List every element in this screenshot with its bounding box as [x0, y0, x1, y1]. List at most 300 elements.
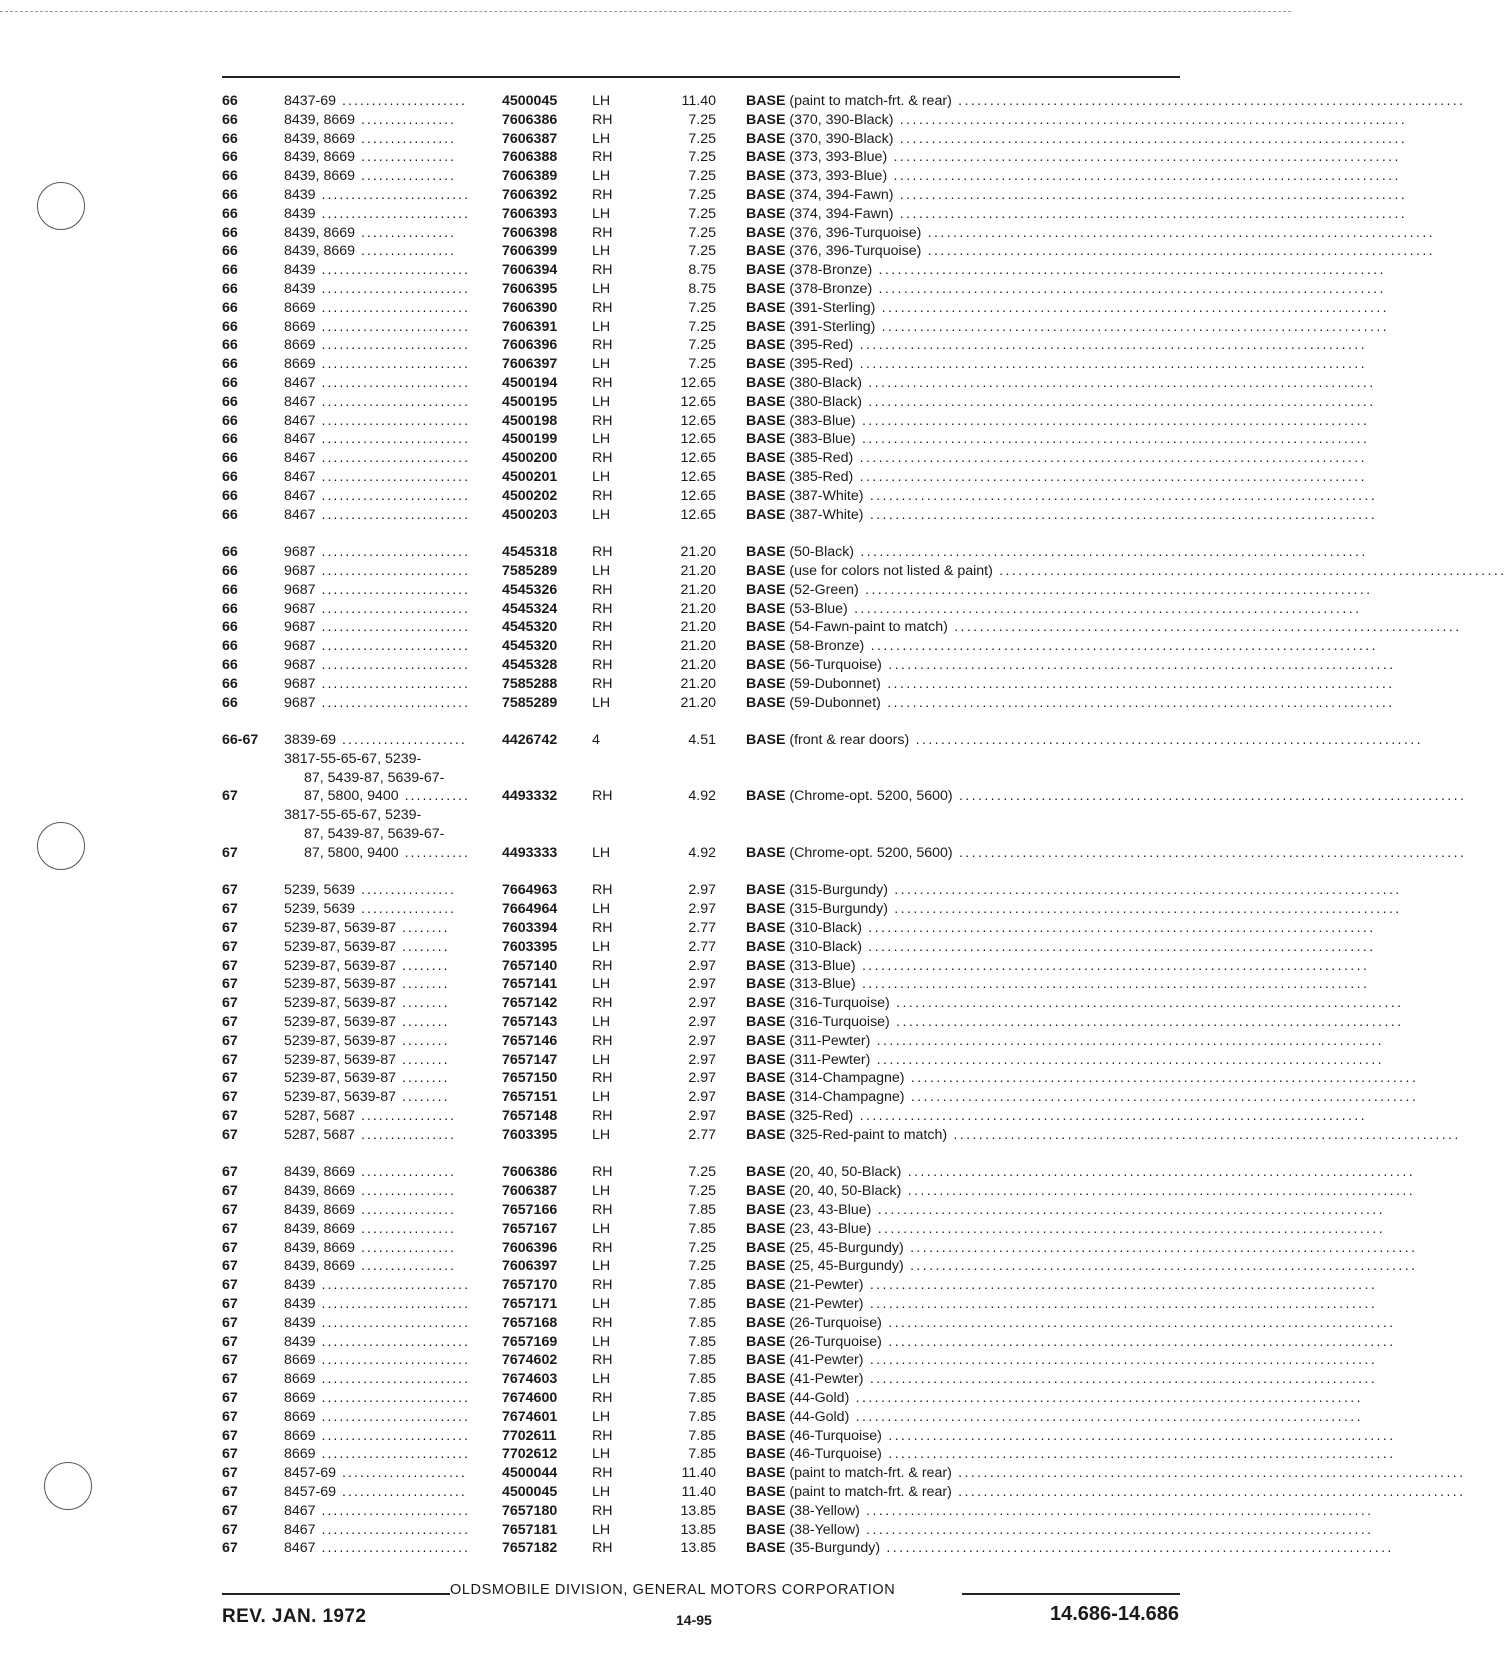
- model-year-cell: 66: [222, 600, 238, 617]
- description-text: [746, 637, 1378, 656]
- leader-dots: ................................................................................: [904, 1070, 1419, 1087]
- part-description: (52-Green): [789, 581, 859, 598]
- leader-dots: .........................: [315, 1389, 471, 1406]
- side-cell: RH: [592, 224, 613, 241]
- table-row: [222, 355, 1180, 374]
- leader-dots: .........................: [315, 1314, 471, 1331]
- description-text: [746, 1239, 1418, 1258]
- application-text: [284, 1051, 502, 1070]
- side-cell: RH: [592, 1352, 613, 1369]
- description-cell: [722, 957, 1370, 976]
- part-number-cell: 7585289: [502, 562, 558, 579]
- application-cell: [284, 731, 502, 750]
- application-text: [284, 224, 502, 243]
- part-number-cell: 7657146: [502, 1032, 558, 1049]
- application-value: 5239-87, 5639-87: [284, 1032, 397, 1049]
- footer-page-number: 14-95: [676, 1612, 712, 1628]
- application-cell: [284, 581, 502, 600]
- part-number-cell: 7606394: [502, 262, 558, 279]
- part-name: BASE: [746, 337, 786, 354]
- application-cell: [284, 487, 502, 506]
- description-text: [746, 299, 1390, 318]
- application-text: [284, 1464, 502, 1483]
- application-value: 5239, 5639: [284, 882, 356, 899]
- leader-dots: ........: [396, 1032, 450, 1049]
- table-row: [222, 205, 1180, 224]
- leader-dots: ................................................................................: [889, 995, 1404, 1012]
- table-row: [222, 1539, 1180, 1558]
- model-year-cell: 66: [222, 262, 238, 279]
- part-name: BASE: [746, 1014, 786, 1031]
- part-number-cell: 4500201: [502, 468, 558, 485]
- table-row: [222, 280, 1180, 299]
- table-row: [222, 1126, 1180, 1145]
- table-row: [222, 675, 1180, 694]
- application-text: [284, 393, 502, 412]
- part-number-cell: 7674601: [502, 1408, 558, 1425]
- part-name: BASE: [746, 1070, 786, 1087]
- description-text: [746, 487, 1378, 506]
- application-text: [284, 806, 502, 825]
- part-description: (310-Black): [789, 920, 862, 937]
- part-description: (25, 45-Burgundy): [789, 1258, 904, 1275]
- part-name: BASE: [746, 93, 786, 109]
- application-text: [284, 1257, 502, 1276]
- application-text: [284, 1032, 502, 1051]
- application-cell: [284, 1257, 502, 1276]
- application-text: [284, 1445, 502, 1464]
- leader-dots: .........................: [315, 1540, 471, 1557]
- side-cell: RH: [592, 1389, 613, 1406]
- part-number-cell: 4500202: [502, 487, 558, 504]
- side-cell: LH: [592, 356, 611, 373]
- application-text: [284, 1276, 502, 1295]
- side-cell: LH: [592, 168, 611, 185]
- application-text: [284, 694, 502, 713]
- part-name: BASE: [746, 788, 786, 805]
- table-row: [222, 412, 1180, 431]
- application-text: [284, 1427, 502, 1446]
- part-description: (38-Yellow): [789, 1521, 860, 1538]
- part-name: BASE: [746, 1296, 786, 1312]
- price-cell: 21.20: [680, 675, 716, 692]
- application-text: [284, 430, 502, 449]
- leader-dots: ................................................................................: [847, 600, 1362, 617]
- leader-dots: ................: [355, 1126, 457, 1143]
- table-row: [222, 975, 1180, 994]
- part-number-cell: 4500200: [502, 450, 558, 467]
- table-row: [222, 1069, 1180, 1088]
- application-value: 9687: [284, 694, 316, 711]
- description-cell: [722, 881, 1402, 900]
- leader-dots: .........................: [315, 675, 471, 692]
- leader-dots: ................................................................................: [881, 1314, 1396, 1331]
- price-cell: 7.25: [688, 186, 716, 203]
- table-row: [222, 130, 1180, 149]
- description-text: [746, 506, 1378, 525]
- side-cell: LH: [592, 1220, 611, 1237]
- description-cell: [722, 900, 1402, 919]
- table-row: [222, 299, 1180, 318]
- leader-dots: ................................................................................: [864, 638, 1378, 655]
- description-cell: [722, 750, 1467, 806]
- description-cell: [722, 130, 1408, 149]
- description-cell: [722, 167, 1401, 186]
- leader-dots: .........................: [315, 1277, 471, 1294]
- application-text: [284, 1333, 502, 1352]
- description-cell: [722, 280, 1386, 299]
- application-cell: [284, 806, 502, 862]
- part-description: (376, 396-Turquoise): [789, 243, 922, 260]
- model-year-cell: 67: [222, 788, 238, 805]
- application-value: 8467: [284, 1521, 316, 1538]
- leader-dots: ................................................................................: [947, 1126, 1461, 1143]
- part-name: BASE: [746, 186, 786, 203]
- application-value: 8439: [284, 280, 316, 297]
- application-cell: [284, 1351, 502, 1370]
- application-cell: [284, 881, 502, 900]
- application-text: [284, 769, 502, 788]
- leader-dots: ................................................................................: [947, 619, 1462, 636]
- part-number-cell: 7606397: [502, 356, 558, 373]
- application-cell: [284, 148, 502, 167]
- part-name: BASE: [746, 111, 786, 128]
- part-name: BASE: [746, 243, 786, 260]
- application-text: [284, 1220, 502, 1239]
- application-cell: [284, 618, 502, 637]
- side-cell: RH: [592, 337, 613, 354]
- part-name: BASE: [746, 506, 786, 523]
- description-text: [746, 1126, 1461, 1145]
- part-description: (387-White): [789, 506, 864, 523]
- leader-dots: .........................: [315, 694, 471, 711]
- application-text: [284, 600, 502, 619]
- part-number-cell: 7674603: [502, 1371, 558, 1388]
- leader-dots: ................................................................................: [893, 111, 1408, 128]
- description-cell: [722, 1239, 1418, 1258]
- description-cell: [722, 637, 1378, 656]
- description-text: [746, 957, 1370, 976]
- part-name: BASE: [746, 262, 786, 279]
- price-cell: 2.97: [688, 976, 716, 993]
- price-cell: 2.97: [688, 1032, 716, 1049]
- binder-hole-top: [37, 182, 85, 230]
- application-value: 8467: [284, 1540, 316, 1557]
- table-row: [222, 881, 1180, 900]
- part-description: (395-Red): [789, 356, 854, 373]
- side-cell: LH: [592, 844, 611, 861]
- side-cell: LH: [592, 1051, 611, 1068]
- application-value: 8439: [284, 1333, 316, 1350]
- part-number-cell: 7657166: [502, 1202, 558, 1219]
- application-cell: [284, 1445, 502, 1464]
- application-text: [284, 637, 502, 656]
- parts-table: [222, 92, 1507, 1558]
- leader-dots: ................: [355, 1164, 457, 1181]
- table-row: [222, 1370, 1180, 1389]
- side-cell: RH: [592, 1032, 613, 1049]
- leader-dots: ...........: [398, 844, 470, 861]
- part-description: (311-Pewter): [789, 1051, 871, 1068]
- model-year-cell: 67: [222, 1446, 238, 1463]
- leader-dots: ........: [396, 976, 450, 993]
- side-cell: RH: [592, 450, 613, 467]
- part-number-cell: 7657148: [502, 1108, 558, 1125]
- table-row: [222, 1163, 1180, 1182]
- application-value: 9687: [284, 638, 316, 655]
- application-text: [284, 1521, 502, 1540]
- price-cell: 13.85: [680, 1502, 716, 1519]
- table-row: [222, 1295, 1180, 1314]
- description-text: [746, 1088, 1419, 1107]
- description-cell: [722, 430, 1370, 449]
- side-cell: RH: [592, 1465, 613, 1482]
- part-name: BASE: [746, 1032, 786, 1049]
- description-text: [746, 336, 1367, 355]
- leader-dots: ................................................................................: [903, 1258, 1418, 1275]
- description-cell: [722, 487, 1378, 506]
- price-cell: 2.77: [688, 920, 716, 937]
- description-cell: [722, 1333, 1396, 1352]
- part-name: BASE: [746, 694, 786, 711]
- price-cell: 12.65: [680, 450, 716, 467]
- scan-top-edge-line: [0, 11, 1291, 12]
- model-year-cell: 66-67: [222, 732, 259, 749]
- table-row: [222, 938, 1180, 957]
- part-name: BASE: [746, 374, 786, 391]
- application-text: [284, 1314, 502, 1333]
- leader-dots: ................................................................................: [992, 562, 1507, 579]
- part-description: (316-Turquoise): [789, 995, 890, 1012]
- description-cell: [722, 994, 1404, 1013]
- leader-dots: ................: [355, 243, 457, 260]
- application-cell: [284, 186, 502, 205]
- description-cell: [722, 412, 1370, 431]
- application-cell: [284, 280, 502, 299]
- leader-dots: ................................................................................: [893, 130, 1408, 147]
- leader-dots: ................................................................................: [880, 694, 1395, 711]
- description-text: [746, 449, 1367, 468]
- part-description: (378-Bronze): [789, 262, 873, 279]
- description-cell: [722, 618, 1462, 637]
- description-cell: [722, 938, 1376, 957]
- part-description: (20, 40, 50-Black): [789, 1164, 902, 1181]
- description-text: [746, 1333, 1396, 1352]
- description-text: [746, 731, 1423, 750]
- leader-dots: ................................................................................: [871, 1202, 1386, 1219]
- table-row: [222, 261, 1180, 280]
- leader-dots: ................................................................................: [951, 1465, 1466, 1482]
- description-text: [746, 975, 1370, 994]
- application-text: [284, 299, 502, 318]
- application-text: [284, 412, 502, 431]
- part-number-cell: 4545320: [502, 638, 558, 655]
- leader-dots: ................................................................................: [854, 544, 1368, 561]
- leader-dots: ................................................................................: [863, 1277, 1378, 1294]
- leader-dots: ................................................................................: [904, 1089, 1419, 1106]
- price-cell: 13.85: [680, 1521, 716, 1538]
- application-value: 5287, 5687: [284, 1126, 356, 1143]
- application-value: 5239-87, 5639-87: [284, 1089, 397, 1106]
- table-row: [222, 1314, 1180, 1333]
- part-description: (314-Champagne): [789, 1089, 905, 1106]
- application-cell: [284, 656, 502, 675]
- application-text: [284, 675, 502, 694]
- table-row: [222, 1483, 1180, 1502]
- application-value: 9687: [284, 675, 316, 692]
- description-text: [746, 562, 1507, 581]
- model-year-cell: 67: [222, 1239, 238, 1256]
- table-row: [222, 1502, 1180, 1521]
- application-cell: [284, 637, 502, 656]
- price-cell: 7.25: [688, 224, 716, 241]
- part-number-cell: 7664964: [502, 901, 558, 918]
- part-number-cell: 7606392: [502, 186, 558, 203]
- application-cell: [284, 92, 502, 111]
- application-cell: [284, 1069, 502, 1088]
- group-spacer: [222, 524, 1180, 543]
- price-cell: 12.65: [680, 506, 716, 523]
- leader-dots: ................: [355, 1183, 457, 1200]
- side-cell: LH: [592, 694, 611, 711]
- application-cell: [284, 750, 502, 806]
- description-cell: [722, 186, 1408, 205]
- part-name: BASE: [746, 149, 786, 166]
- side-cell: LH: [592, 938, 611, 955]
- model-year-cell: 66: [222, 581, 238, 598]
- description-text: [746, 148, 1401, 167]
- part-description: (20, 40, 50-Black): [789, 1183, 902, 1200]
- application-value: 8467: [284, 431, 316, 448]
- application-text: [284, 261, 502, 280]
- leader-dots: ................................................................................: [880, 1540, 1394, 1557]
- model-year-cell: 66: [222, 374, 238, 391]
- leader-dots: .........................: [315, 280, 471, 297]
- description-cell: [722, 261, 1386, 280]
- application-value: 8439, 8669: [284, 1183, 356, 1200]
- leader-dots: ................: [355, 1202, 457, 1219]
- leader-dots: .........................: [315, 1446, 471, 1463]
- price-cell: 7.25: [688, 356, 716, 373]
- leader-dots: ................................................................................: [870, 1032, 1385, 1049]
- part-name: BASE: [746, 1465, 786, 1482]
- price-cell: 2.97: [688, 1108, 716, 1125]
- table-row: [222, 506, 1180, 525]
- description-cell: [722, 1032, 1385, 1051]
- leader-dots: ................................................................................: [909, 732, 1423, 749]
- application-text: [284, 148, 502, 167]
- side-cell: LH: [592, 1014, 611, 1031]
- application-text: [284, 656, 502, 675]
- table-row: [222, 1220, 1180, 1239]
- part-description: (383-Blue): [789, 412, 856, 429]
- application-cell: [284, 1539, 502, 1558]
- part-name: BASE: [746, 1277, 786, 1294]
- model-year-cell: 66: [222, 562, 238, 579]
- description-cell: [722, 656, 1396, 675]
- description-text: [746, 844, 1467, 863]
- application-text: [284, 957, 502, 976]
- leader-dots: ................................................................................: [951, 1483, 1466, 1500]
- part-description: (56-Turquoise): [789, 656, 882, 673]
- part-name: BASE: [746, 1164, 786, 1181]
- description-text: [746, 468, 1367, 487]
- table-row: [222, 750, 1180, 806]
- part-description: (59-Dubonnet): [789, 694, 881, 711]
- leader-dots: ................................................................................: [861, 920, 1376, 937]
- part-number-cell: 7664963: [502, 882, 558, 899]
- model-year-cell: 66: [222, 130, 238, 147]
- part-name: BASE: [746, 901, 786, 918]
- part-description: (315-Burgundy): [789, 882, 888, 899]
- part-name: BASE: [746, 1446, 786, 1463]
- application-value: 5239-87, 5639-87: [284, 1051, 397, 1068]
- part-number-cell: 7657151: [502, 1089, 558, 1106]
- application-text: [284, 731, 502, 750]
- side-cell: LH: [592, 130, 611, 147]
- application-cell: [284, 1182, 502, 1201]
- application-cell: [284, 1408, 502, 1427]
- price-cell: 7.25: [688, 337, 716, 354]
- table-row: [222, 242, 1180, 261]
- leader-dots: ................................................................................: [887, 168, 1401, 185]
- leader-dots: .........................: [315, 1521, 471, 1538]
- part-number-cell: 4500044: [502, 1465, 558, 1482]
- side-cell: RH: [592, 186, 613, 203]
- leader-dots: .........................: [315, 299, 471, 316]
- leader-dots: ................: [355, 130, 457, 147]
- application-cell: [284, 675, 502, 694]
- part-description: (373, 393-Blue): [789, 168, 888, 185]
- application-text: [284, 111, 502, 130]
- application-text: [284, 374, 502, 393]
- description-cell: [722, 919, 1376, 938]
- description-text: [746, 186, 1408, 205]
- description-cell: [722, 148, 1401, 167]
- application-value: 8669: [284, 1408, 316, 1425]
- model-year-cell: 66: [222, 675, 238, 692]
- part-description: (391-Sterling): [789, 318, 876, 335]
- model-year-cell: 66: [222, 468, 238, 485]
- table-row: [222, 1013, 1180, 1032]
- leader-dots: ................................................................................: [853, 337, 1367, 354]
- leader-dots: ................................................................................: [921, 243, 1436, 260]
- application-text: [284, 1502, 502, 1521]
- application-cell: [284, 1163, 502, 1182]
- part-description: (325-Red-paint to match): [789, 1126, 948, 1143]
- application-text: [284, 318, 502, 337]
- description-text: [746, 280, 1386, 299]
- leader-dots: .........................: [315, 562, 471, 579]
- description-text: [746, 1032, 1385, 1051]
- part-description: (383-Blue): [789, 431, 856, 448]
- leader-dots: ................................................................................: [861, 938, 1376, 955]
- table-row: [222, 318, 1180, 337]
- part-name: BASE: [746, 882, 786, 899]
- application-value: 9687: [284, 581, 316, 598]
- description-cell: [722, 1182, 1416, 1201]
- description-text: [746, 318, 1390, 337]
- description-cell: [722, 393, 1376, 412]
- description-text: [746, 224, 1436, 243]
- table-row: [222, 224, 1180, 243]
- description-text: [746, 656, 1396, 675]
- description-cell: [722, 1427, 1396, 1446]
- table-row: [222, 731, 1180, 750]
- application-text: [284, 825, 502, 844]
- application-value: 8669: [284, 356, 316, 373]
- price-cell: 12.65: [680, 468, 716, 485]
